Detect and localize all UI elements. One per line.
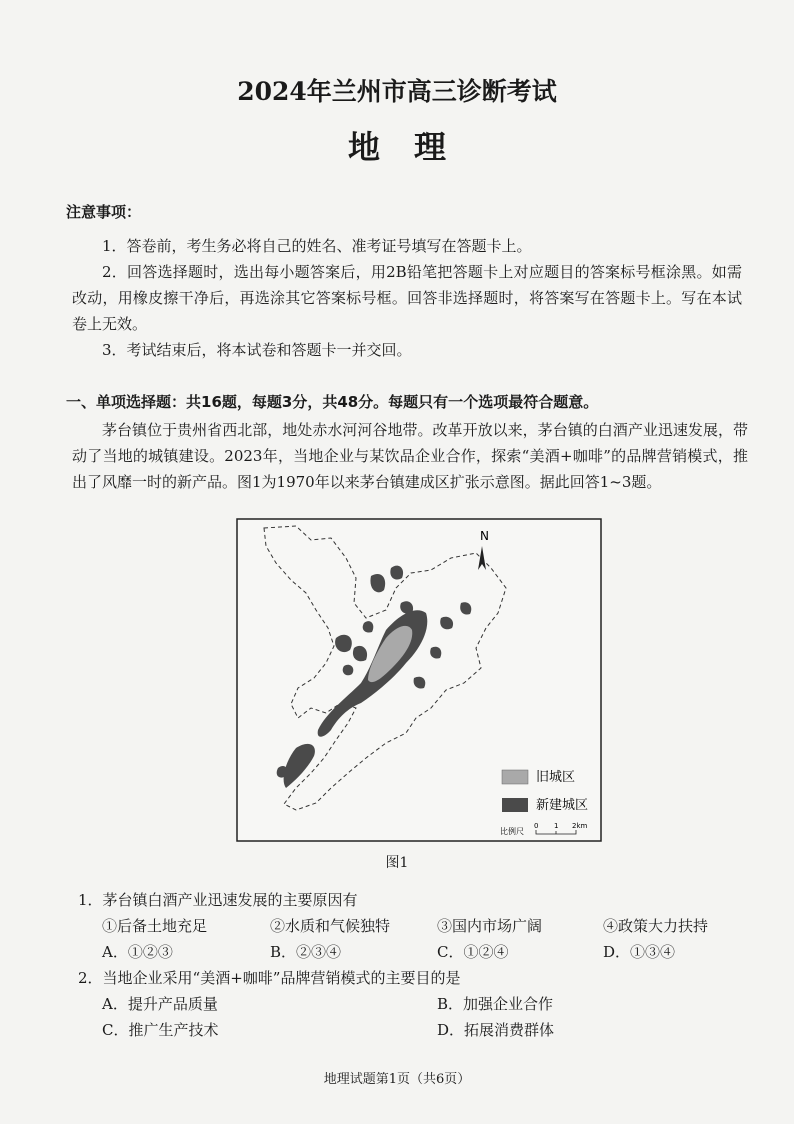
question-1-option-b: B．②③④ (270, 943, 342, 961)
section-heading: 一、单项选择题：共16题，每题3分，共48分。每题只有一个选项最符合题意。 (66, 393, 599, 411)
notice-item-1: 1．答卷前，考生务必将自己的姓名、准考证号填写在答题卡上。 (102, 237, 532, 255)
exam-title: 2024年兰州市高三诊断考试 (237, 77, 557, 106)
question-1-choice-2: ②水质和气候独特 (270, 917, 391, 935)
question-1-option-c: C．①②④ (437, 943, 509, 961)
question-2-option-a: A．提升产品质量 (102, 995, 218, 1013)
question-2-option-b: B．加强企业合作 (437, 995, 554, 1013)
north-label: N (480, 529, 489, 543)
subject-title: 地理 (347, 128, 480, 166)
legend-old-label: 旧城区 (536, 770, 576, 785)
question-1-choice-1: ①后备土地充足 (102, 917, 208, 935)
new-town-area (390, 566, 403, 580)
notice-item-2: 2．回答选择题时，选出每小题答案后，用2B铅笔把答题卡上对应题目的答案标号框涂黑。如需改动，用橡皮擦干净后，再选涂其它答案标号框。回答非选择题时，将答案写在答题卡上。写在本试卷上无效。 (72, 263, 742, 333)
scale-tick-1: 1 (554, 822, 559, 830)
scale-tick-0: 0 (534, 822, 539, 830)
notice-heading: 注意事项： (66, 203, 142, 221)
notice-item-3: 3．考试结束后，将本试卷和答题卡一并交回。 (102, 341, 412, 359)
new-town-area (363, 621, 374, 632)
figure-caption: 图1 (385, 855, 409, 871)
legend-old-swatch (502, 770, 528, 784)
map-svg (236, 518, 602, 842)
question-1-option-d: D．①③④ (603, 943, 676, 961)
question-2-option-c: C．推广生产技术 (102, 1021, 219, 1039)
page-footer: 地理试题第1页（共6页） (323, 1072, 471, 1087)
new-town-area (343, 665, 354, 676)
question-1-choice-3: ③国内市场广阔 (437, 917, 543, 935)
legend-new-label: 新建城区 (536, 798, 589, 813)
question-1-option-a: A．①②③ (102, 943, 173, 961)
figure-map (236, 518, 602, 842)
legend-new-swatch (502, 798, 528, 812)
question-2-option-d: D．拓展消费群体 (437, 1021, 555, 1039)
passage: 茅台镇位于贵州省西北部，地处赤水河河谷地带。改革开放以来，茅台镇的白酒产业迅速发展，带动了当地的城镇建设。2023年，当地企业与某饮品企业合作，探索“美酒+咖啡”的品牌营销模式，推出了风靡一时的新产品。图1为1970年以来茅台镇建成区扩张示意图。据此回答1~3题。 (72, 421, 748, 491)
question-1-choice-4: ④政策大力扶持 (603, 917, 709, 935)
question-2-stem: 2．当地企业采用“美酒+咖啡”品牌营销模式的主要目的是 (78, 969, 461, 987)
question-1-stem: 1．茅台镇白酒产业迅速发展的主要原因有 (78, 891, 358, 909)
scale-label: 比例尺 (500, 827, 524, 836)
scale-tick-2: 2km (572, 822, 588, 830)
